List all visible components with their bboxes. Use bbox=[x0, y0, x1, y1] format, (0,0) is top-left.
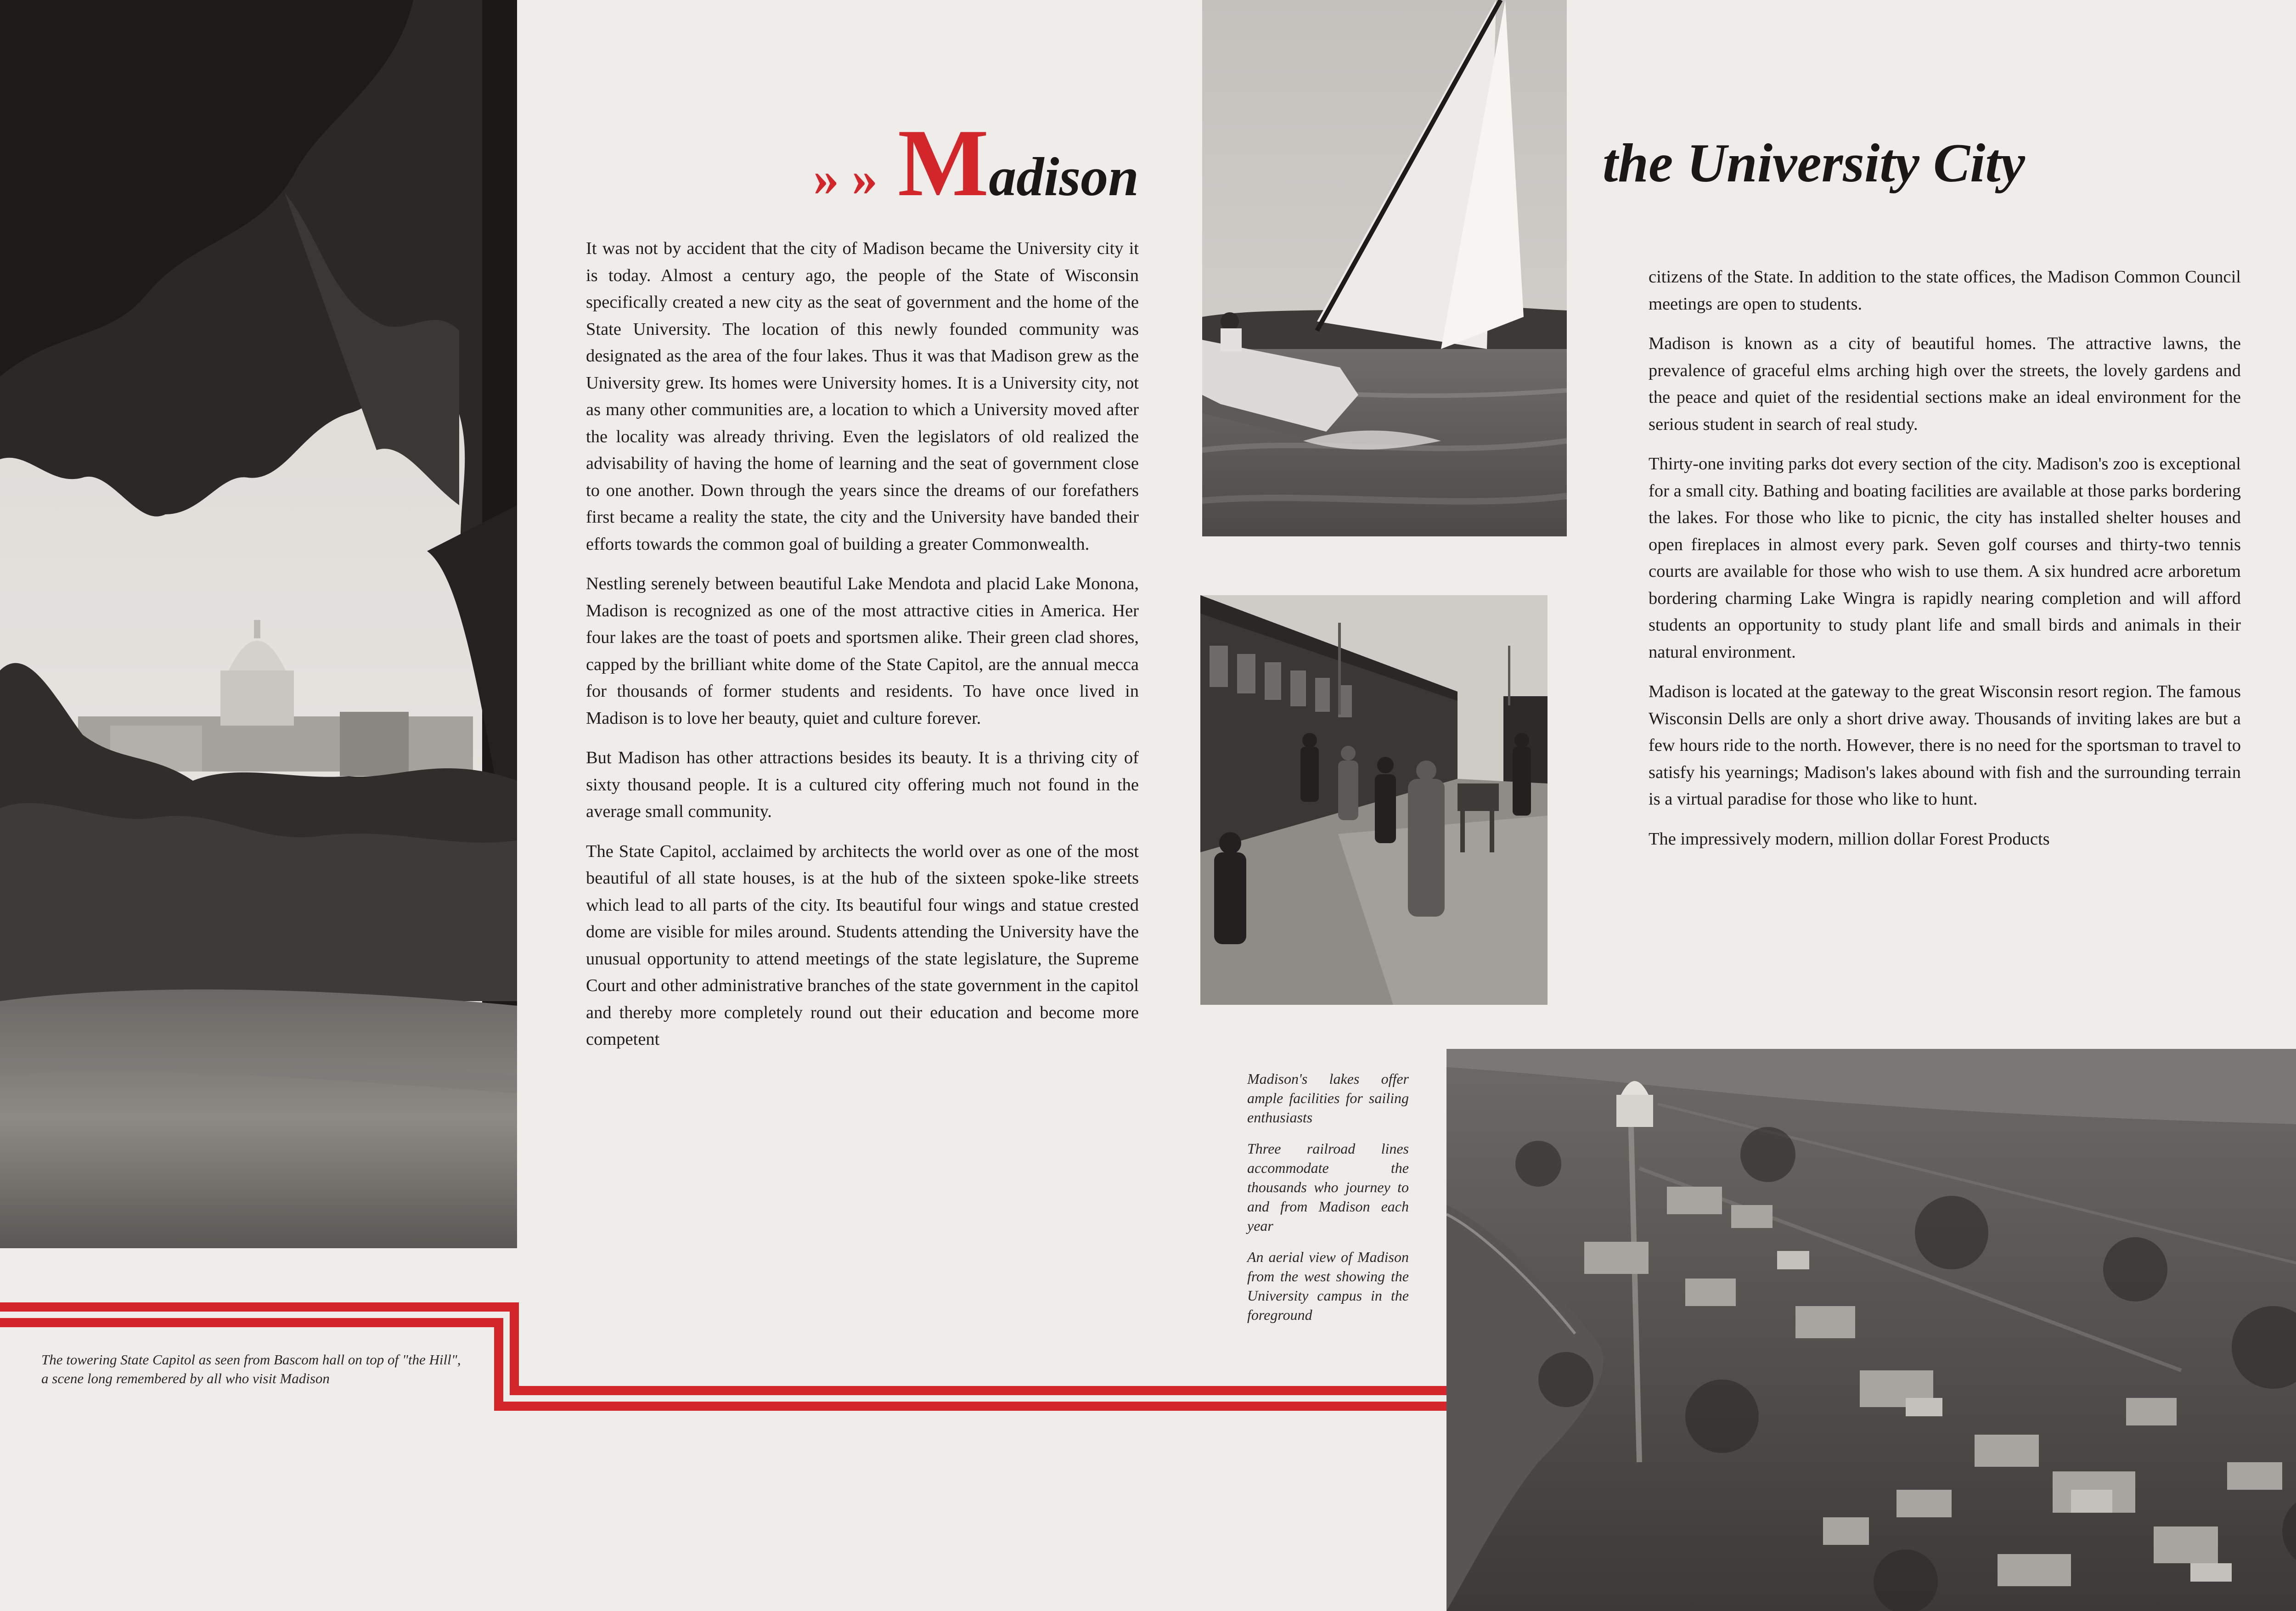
right-page-title: the University City bbox=[1603, 132, 2025, 193]
title-initial: M bbox=[898, 110, 989, 216]
red-rule-left-vert-outer bbox=[510, 1302, 519, 1395]
aerial-view-photo bbox=[1446, 1049, 2296, 1611]
right-paragraph-3: Thirty-one inviting parks dot every section of the city. Madison's zoo is exceptional for a small city. Bathing and boating facilities are available at those parks bordering the lakes. For those who like to picnic, the city has installed shelter houses and open fireplaces in almost every park. Seven golf courses and thirty-two tennis courts are available for those who wish to use them. A six hundred acre arboretum bordering charming Lake Wingra is rapidly nearing completion and will afford students an opportunity to study plant life and small birds and animals in their natural environment. bbox=[1649, 454, 2241, 662]
left-page-title bbox=[716, 110, 1139, 216]
left-text-column bbox=[586, 235, 1139, 1066]
right-paragraph-2: Madison is known as a city of beautiful homes. The attractive lawns, the prevalence of graceful elms arching high over the streets, the lovely gardens and the peace and quiet of the residential sections make an ideal environment for the serious student in search of real study. bbox=[1649, 334, 2241, 434]
caption-sailing: Madison's lakes offer ample facilities for sailing enthusiasts bbox=[1247, 1070, 1409, 1126]
red-rule-left-top bbox=[0, 1302, 519, 1312]
left-paragraph-3: But Madison has other attractions besides its beauty. It is a thriving city of sixty thousand people. It is a cultured city offering much not found in the average small community. bbox=[586, 748, 1139, 821]
left-paragraph-2: Nestling serenely between beautiful Lake Mendota and placid Lake Monona, Madison is recognized as one of the most attractive cities in America. Her four lakes are the toast of poets and sportsmen alike. Their green clad shores, capped by the brilliant white dome of the State Capitol, are the annual mecca for thousands of former students and residents. To have once lived in Madison is to love her beauty, quiet and culture forever. bbox=[586, 574, 1139, 728]
right-paragraph-4: Madison is located at the gateway to the great Wisconsin resort region. The famous Wisconsin Dells are only a short drive away. Thousands of inviting lakes are but a few hours ride to the north. However, there is no need for the sportsman to travel to satisfy his yearnings; Madison's lakes abound with fish and the surrounding terrain is a virtual paradise for those who like to hunt. bbox=[1649, 682, 2241, 809]
sailboat-photo bbox=[1202, 0, 1567, 536]
red-rule-left-vert-inner bbox=[494, 1318, 503, 1411]
train-station-photo bbox=[1200, 595, 1548, 1005]
left-paragraph-1: It was not by accident that the city of Madison became the University city it is today. Almost a century ago, the people of the State of Wisconsin specifically created a new city as the seat of government and the home of the State University. The location of this newly founded community was designated as the area of the four lakes. Thus it was that Madison grew as the University grew. Its homes were University homes. It is a University city, not as many other communities are, a location to which a University moved after the locality was already thriving. Even the legislators of old realized the advisability of having the home of learning and the seat of government close to one another. Down through the years since the dreams of our forefathers first became a reality the state, the city and the University have banded their efforts towards the common goal of building a greater Commonwealth. bbox=[586, 239, 1139, 554]
capitol-photo bbox=[0, 0, 517, 1248]
red-rule-bottom-upper bbox=[510, 1386, 1446, 1395]
photo-captions bbox=[1247, 1069, 1409, 1336]
title-rest: adison bbox=[989, 146, 1139, 207]
red-rule-left-bottom bbox=[0, 1318, 503, 1327]
caption-railroad: Three railroad lines accommodate the thousands who journey to and from Madison each year bbox=[1247, 1140, 1409, 1234]
left-paragraph-4: The State Capitol, acclaimed by architects the world over as one of the most beautiful of all state houses, is at the hub of the sixteen spoke-like streets which lead to all parts of the city. Its beautiful four wings and statue crested dome are visible for miles around. Students attending the University have the unusual opportunity to attend meetings of the state legislature, the Supreme Court and other administrative branches of the state government in the capitol and thereby more completely round out their education and become more competent bbox=[586, 841, 1139, 1049]
capitol-photo-caption: The towering State Capitol as seen from Bascom hall on top of "the Hill", a scene long remembered by all who visit Madison bbox=[41, 1352, 461, 1386]
title-quote-marks: » » bbox=[813, 150, 878, 207]
red-rule-bottom-lower bbox=[494, 1402, 1446, 1411]
right-text-column bbox=[1649, 264, 2241, 865]
caption-aerial: An aerial view of Madison from the west showing the University campus in the foreground bbox=[1247, 1249, 1409, 1323]
right-paragraph-1: citizens of the State. In addition to the state offices, the Madison Common Council meetings are open to students. bbox=[1649, 267, 2241, 314]
right-paragraph-5: The impressively modern, million dollar Forest Products bbox=[1649, 829, 2050, 849]
